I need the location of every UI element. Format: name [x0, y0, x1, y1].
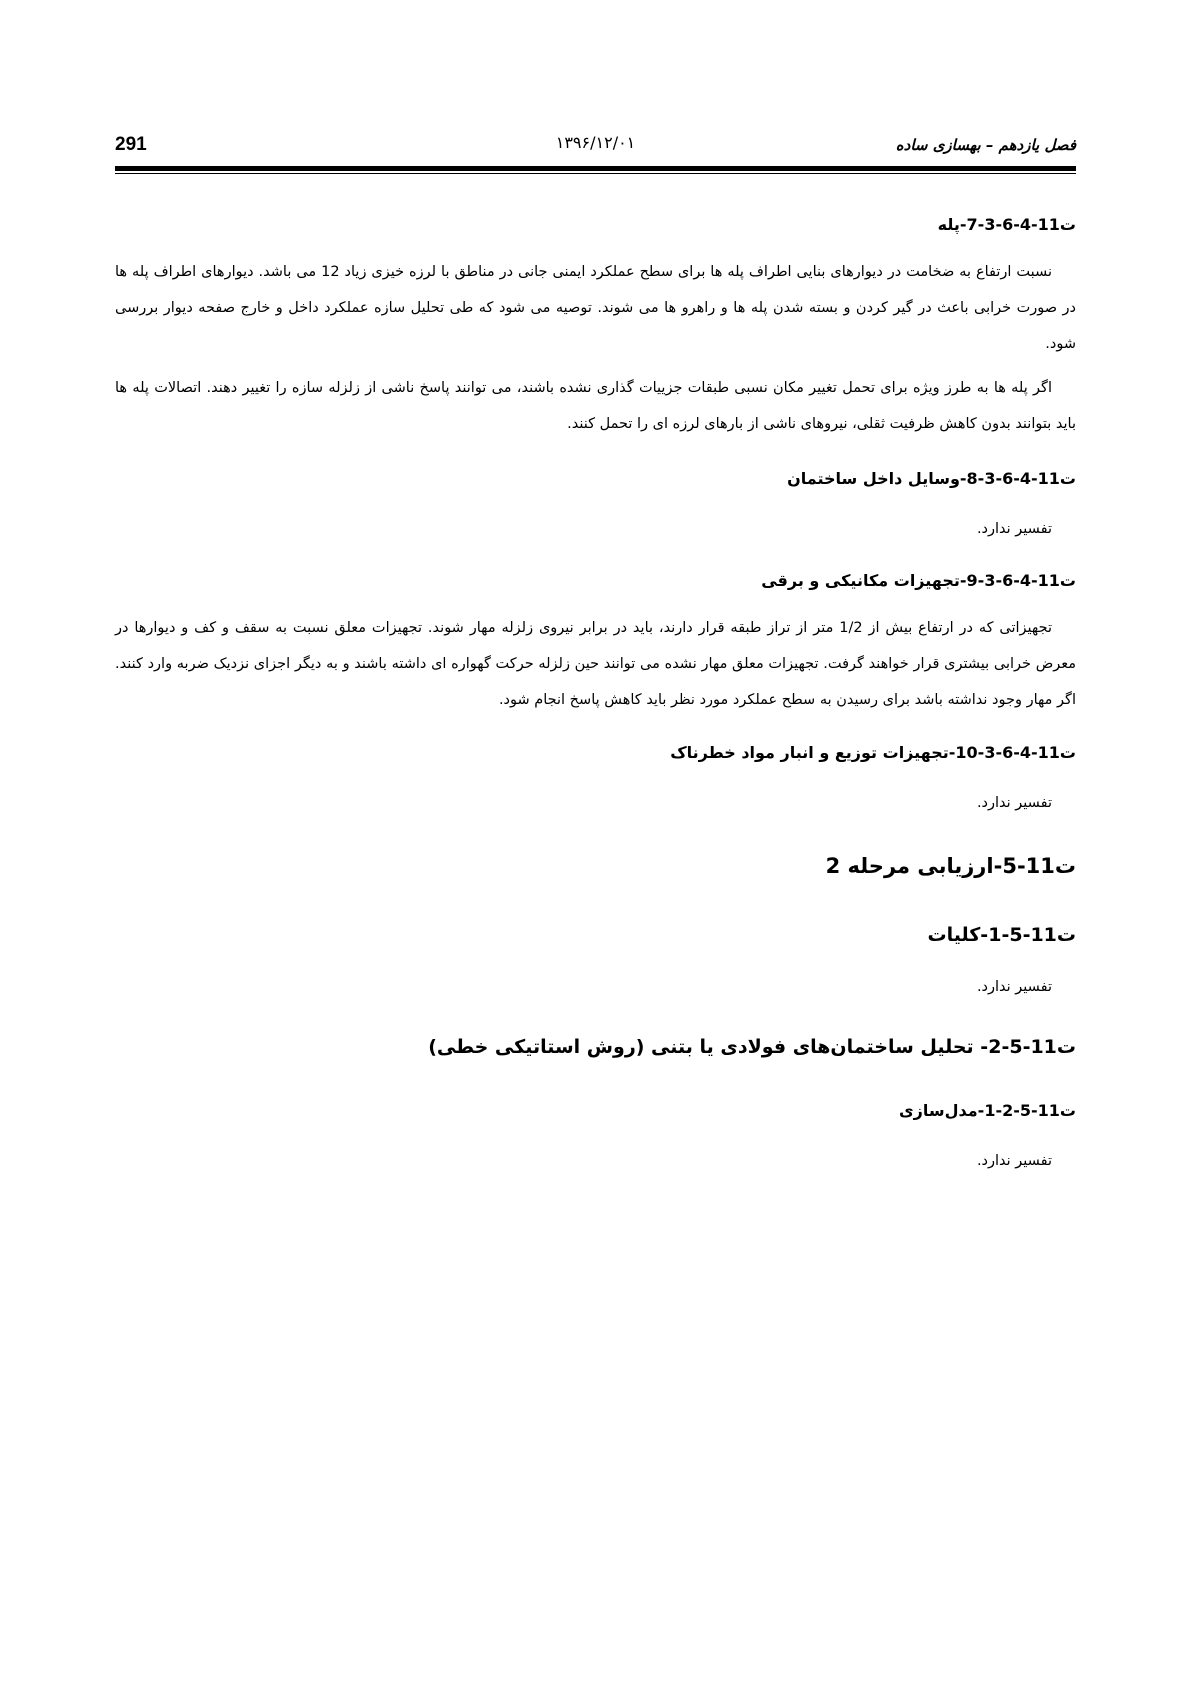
chapter-title: فصل یازدهم – بهسازی ساده [895, 136, 1076, 154]
note-modeling: تفسیر ندارد. [976, 1153, 1052, 1169]
note-contents: تفسیر ندارد. [976, 521, 1052, 537]
paragraph-stairs-1: نسبت ارتفاع به ضخامت در دیوارهای بنایی اطراف پله ها برای سطح عملکرد ایمنی جانی در مناطق با لرزه خیزی زیاد 12 می باشد. دیوارهای اطراف پله ها در صورت خرابی باعث در گیر کردن و بسته شدن پله ها و راهرو ها می شوند. توصیه می شود که طی تحلیل سازه عملکرد داخل و خارج صفحه دیوار بررسی شود. [115, 264, 1076, 352]
paragraph-stairs-2: اگر پله ها به طرز ویژه برای تحمل تغییر مکان نسبی طبقات جزییات گذاری نشده باشند، می توانند پاسخ ناشی از زلزله سازه را تغییر دهند. اتصالات پله ها باید بتوانند بدون کاهش ظرفیت ثقلی، نیروهای ناشی از بارهای لرزه ای را تحمل کنند. [115, 380, 1076, 432]
paragraph-mechanical: تجهیزاتی که در ارتفاع بیش از 1/2 متر از تراز طبقه قرار دارند، باید در برابر نیروی زلزله مهار شوند. تجهیزات معلق نسبت به سقف و کف و دیوارها در معرض خرابی بیشتری قرار خواهند گرفت. تجهیزات معلق مهار نشده می توانند حین زلزله حرکت گهواره ای داشته باشند و به دیگر اجزای نزدیک ضربه وارد کنند. اگر مهار وجود نداشته باشد برای رسیدن به سطح عملکرد مورد نظر باید کاهش پاسخ انجام شود. [115, 620, 1076, 708]
note-general: تفسیر ندارد. [976, 979, 1052, 995]
header-rule-thin [115, 173, 1076, 174]
heading-analysis: ت11-5-2- تحلیل ساختمان‌های فولادی یا بتنی (روش استاتیکی خطی) [428, 1036, 1076, 1058]
page-content [115, 212, 1076, 1174]
heading-modeling: ت11-5-2-1-مدل‌سازی [899, 1101, 1076, 1120]
heading-stairs: ت11-4-6-3-7-پله [937, 215, 1076, 234]
header-rule-thick [115, 166, 1076, 171]
heading-hazmat: ت11-4-6-3-10-تجهیزات توزیع و انبار مواد خطرناک [670, 743, 1076, 762]
header-date: ۱۳۹۶/۱۲/۰۱ [555, 133, 636, 152]
note-hazmat: تفسیر ندارد. [976, 795, 1052, 811]
heading-tier2: ت11-5-ارزیابی مرحله 2 [825, 854, 1076, 878]
heading-contents: ت11-4-6-3-8-وسایل داخل ساختمان [787, 469, 1076, 488]
heading-general: ت11-5-1-کلیات [927, 924, 1076, 946]
page-header [115, 130, 1076, 166]
page-number: 291 [115, 134, 147, 155]
heading-mechanical: ت11-4-6-3-9-تجهیزات مکانیکی و برقی [761, 571, 1076, 590]
